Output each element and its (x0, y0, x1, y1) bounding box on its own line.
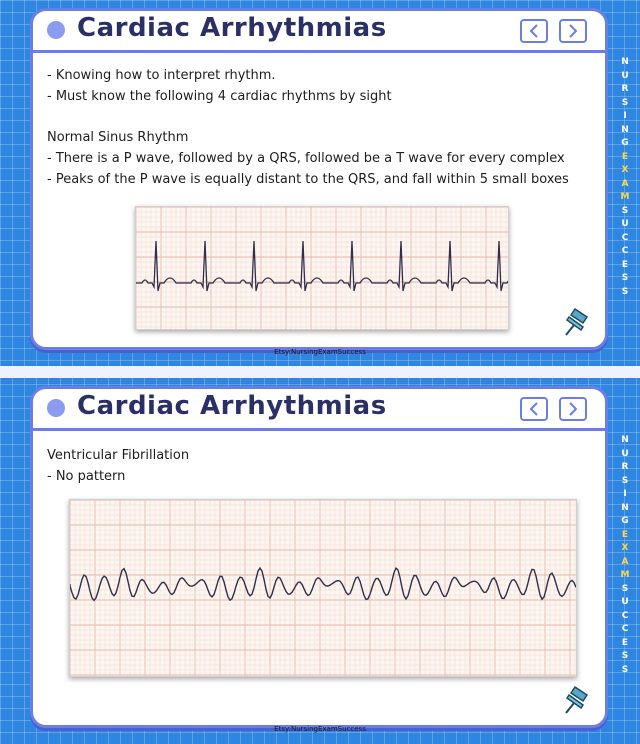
pushpin-icon (563, 303, 593, 337)
side-letter: E (621, 259, 629, 270)
card-header (33, 11, 605, 53)
side-letter: E (621, 529, 629, 540)
footer-credit: Etsy:NursingExamSuccess (274, 348, 366, 356)
side-banner (618, 434, 632, 677)
slide-divider (0, 366, 640, 378)
slide-card (30, 386, 608, 728)
side-letter: R (621, 462, 629, 472)
bullet-line: - There is a P wave, followed by a QRS, followed be a T wave for every complex (47, 151, 565, 166)
ekg-graph (136, 207, 508, 329)
side-letter: U (621, 219, 629, 229)
ekg-strip-normal-sinus (135, 206, 509, 330)
chevron-left-icon (529, 402, 539, 416)
side-letter: S (621, 286, 629, 297)
side-letter: R (621, 84, 629, 94)
next-button[interactable] (559, 397, 587, 421)
slide-1 (0, 0, 640, 366)
spacer (47, 107, 591, 127)
bullet-line: - Knowing how to interpret rhythm. (47, 68, 276, 83)
side-banner (618, 56, 632, 299)
side-letter: S (621, 273, 629, 283)
ekg-graph (70, 500, 576, 676)
side-letter: C (621, 624, 629, 634)
side-letter: C (621, 232, 629, 243)
side-letter: X (621, 543, 629, 553)
side-letter: S (621, 97, 629, 108)
side-letter: G (621, 138, 629, 148)
side-letter: N (621, 502, 629, 513)
side-letter: C (621, 610, 629, 621)
side-letter: N (621, 124, 629, 135)
side-letter: I (623, 111, 627, 121)
chevron-right-icon (568, 402, 578, 416)
ekg-trace (136, 241, 508, 291)
section-heading: Ventricular Fibrillation (47, 448, 190, 463)
next-button[interactable] (559, 19, 587, 43)
side-letter: M (620, 570, 630, 580)
side-letter: X (621, 165, 629, 175)
footer-credit: Etsy:NursingExamSuccess (274, 725, 366, 733)
side-letter: S (621, 205, 629, 216)
card-header (33, 389, 605, 431)
section-heading: Normal Sinus Rhythm (47, 130, 189, 145)
chevron-right-icon (568, 24, 578, 38)
side-letter: E (621, 151, 629, 162)
side-letter: E (621, 637, 629, 648)
side-letter: A (621, 178, 629, 189)
side-letter: M (620, 192, 630, 202)
side-letter: U (621, 448, 629, 459)
slide-title: Cardiac Arrhythmias (77, 391, 387, 421)
side-letter: S (621, 664, 629, 675)
bullet-line: - No pattern (47, 469, 126, 484)
slide-2 (0, 378, 640, 744)
title-bullet-icon (47, 21, 65, 39)
side-letter: S (621, 651, 629, 661)
slide-body (47, 65, 591, 190)
ekg-strip-ventricular-fibrillation (69, 499, 577, 677)
chevron-left-icon (529, 24, 539, 38)
side-letter: N (621, 435, 629, 445)
side-letter: G (621, 516, 629, 526)
slide-title: Cardiac Arrhythmias (77, 13, 387, 43)
side-letter: I (623, 489, 627, 499)
side-letter: N (621, 57, 629, 67)
prev-button[interactable] (520, 397, 548, 421)
side-letter: A (621, 556, 629, 567)
slide-body (47, 445, 591, 487)
pushpin-icon (563, 681, 593, 715)
prev-button[interactable] (520, 19, 548, 43)
bullet-line: - Must know the following 4 cardiac rhythms by sight (47, 89, 392, 104)
bullet-line: - Peaks of the P wave is equally distant to the QRS, and fall within 5 small boxes (47, 172, 569, 187)
title-bullet-icon (47, 399, 65, 417)
side-letter: S (621, 475, 629, 486)
side-letter: S (621, 583, 629, 594)
slide-card (30, 8, 608, 350)
side-letter: U (621, 70, 629, 81)
side-letter: U (621, 597, 629, 607)
side-letter: C (621, 246, 629, 256)
